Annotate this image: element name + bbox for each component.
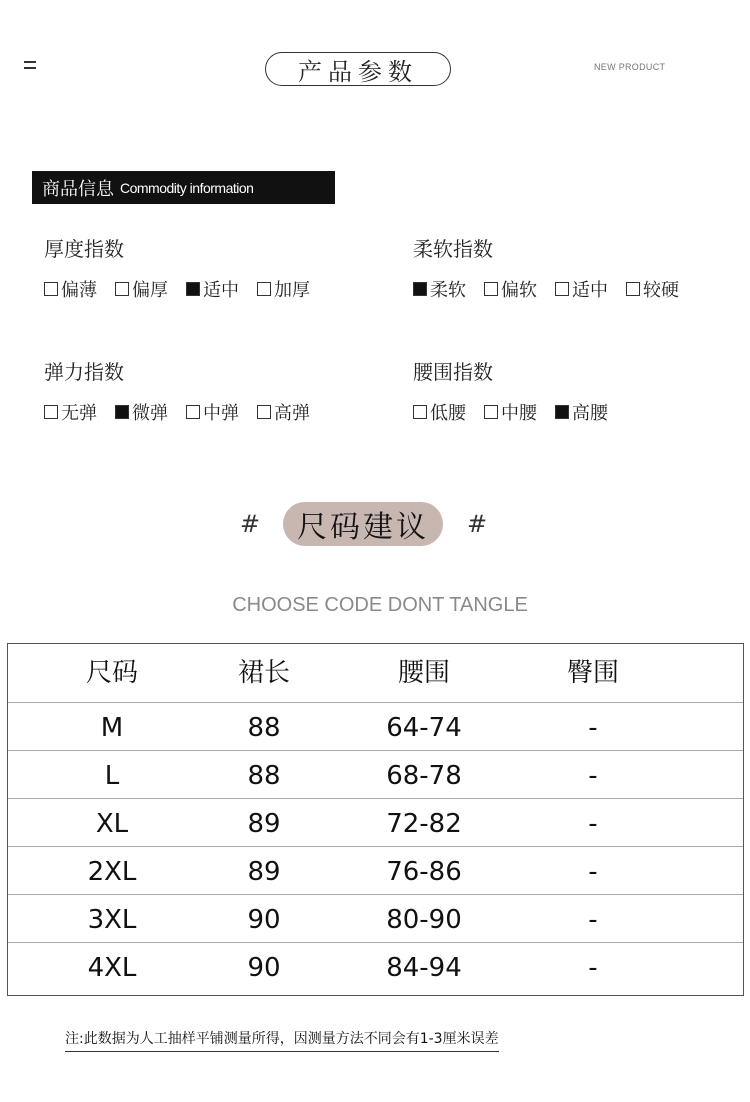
section-title-pill bbox=[265, 52, 451, 86]
option-item bbox=[44, 276, 97, 302]
table-cell: L bbox=[104, 761, 120, 791]
option-item bbox=[555, 276, 608, 302]
table-cell: 76-86 bbox=[386, 857, 462, 887]
size-title-pill bbox=[283, 502, 443, 546]
option-item bbox=[484, 276, 537, 302]
row-divider bbox=[8, 750, 743, 751]
hash-mark-right: # bbox=[467, 510, 488, 538]
table-row bbox=[8, 704, 743, 752]
table-header-cell: 腰围 bbox=[397, 658, 450, 688]
row-divider bbox=[8, 942, 743, 943]
table-cell: XL bbox=[95, 809, 129, 839]
option-item bbox=[484, 399, 537, 425]
param-options-waist bbox=[413, 399, 626, 425]
checkbox-icon bbox=[186, 405, 200, 419]
table-row bbox=[8, 752, 743, 800]
table-cell: 89 bbox=[247, 809, 281, 839]
table-cell: 68-78 bbox=[386, 761, 462, 791]
table-header-cell: 尺码 bbox=[85, 658, 138, 688]
table-row bbox=[8, 800, 743, 848]
param-options-thickness bbox=[44, 276, 328, 302]
option-label: 中弹 bbox=[203, 403, 239, 424]
table-cell: - bbox=[588, 953, 598, 983]
option-label: 偏软 bbox=[501, 280, 537, 301]
table-cell: 3XL bbox=[87, 905, 137, 935]
table-cell: 64-74 bbox=[386, 713, 462, 743]
table-cell: 72-82 bbox=[386, 809, 462, 839]
checked-box-icon bbox=[555, 405, 569, 419]
table-cell: - bbox=[588, 713, 598, 743]
option-label: 加厚 bbox=[274, 280, 310, 301]
row-divider bbox=[8, 846, 743, 847]
section-title: 产品参数 bbox=[298, 57, 418, 86]
size-table bbox=[7, 643, 744, 996]
option-item bbox=[413, 399, 466, 425]
new-product-label: NEW PRODUCT bbox=[594, 62, 666, 72]
checkbox-icon bbox=[257, 405, 271, 419]
table-header-row bbox=[8, 644, 743, 702]
option-item bbox=[626, 276, 679, 302]
table-cell: 89 bbox=[247, 857, 281, 887]
checkbox-icon bbox=[484, 282, 498, 296]
checkbox-icon bbox=[413, 405, 427, 419]
option-item bbox=[257, 276, 310, 302]
option-label: 高弹 bbox=[274, 403, 310, 424]
option-label: 中腰 bbox=[501, 403, 537, 424]
table-row bbox=[8, 944, 743, 992]
param-options-elasticity bbox=[44, 399, 328, 425]
table-cell: 90 bbox=[247, 905, 281, 935]
table-cell: - bbox=[588, 857, 598, 887]
option-item bbox=[186, 399, 239, 425]
table-cell: - bbox=[588, 809, 598, 839]
option-item bbox=[115, 399, 168, 425]
table-row bbox=[8, 848, 743, 896]
param-title-elasticity: 弹力指数 bbox=[44, 360, 124, 384]
table-cell: - bbox=[588, 761, 598, 791]
table-cell: 88 bbox=[247, 761, 281, 791]
option-label: 高腰 bbox=[572, 403, 608, 424]
table-cell: 4XL bbox=[87, 953, 137, 983]
table-cell: 90 bbox=[247, 953, 281, 983]
hash-mark-left: # bbox=[240, 510, 261, 538]
row-divider bbox=[8, 798, 743, 799]
menu-icon[interactable] bbox=[24, 61, 36, 69]
option-label: 柔软 bbox=[430, 280, 466, 301]
option-label: 适中 bbox=[203, 280, 239, 301]
option-label: 偏厚 bbox=[132, 280, 168, 301]
checked-box-icon bbox=[115, 405, 129, 419]
row-divider bbox=[8, 894, 743, 895]
option-label: 较硬 bbox=[643, 280, 679, 301]
option-label: 微弹 bbox=[132, 403, 168, 424]
checked-box-icon bbox=[186, 282, 200, 296]
option-item bbox=[413, 276, 466, 302]
table-header-cell: 裙长 bbox=[237, 658, 290, 688]
checkbox-icon bbox=[484, 405, 498, 419]
table-cell: M bbox=[100, 713, 124, 743]
table-cell: 80-90 bbox=[386, 905, 462, 935]
checkbox-icon bbox=[257, 282, 271, 296]
table-header-cell: 臀围 bbox=[566, 658, 619, 688]
option-label: 适中 bbox=[572, 280, 608, 301]
option-label: 无弹 bbox=[61, 403, 97, 424]
option-item bbox=[186, 276, 239, 302]
size-title: 尺码建议 bbox=[297, 510, 429, 545]
row-divider bbox=[8, 702, 743, 703]
measurement-note: 注:此数据为人工抽样平铺测量所得，因测量方法不同会有1-3厘米误差 bbox=[65, 1028, 499, 1052]
table-cell: 84-94 bbox=[386, 953, 462, 983]
checkbox-icon bbox=[44, 282, 58, 296]
option-label: 偏薄 bbox=[61, 280, 97, 301]
option-item bbox=[257, 399, 310, 425]
option-item bbox=[555, 399, 608, 425]
checked-box-icon bbox=[413, 282, 427, 296]
option-item bbox=[115, 276, 168, 302]
checkbox-icon bbox=[44, 405, 58, 419]
param-title-waist: 腰围指数 bbox=[413, 360, 493, 384]
size-subtitle: CHOOSE CODE DONT TANGLE bbox=[232, 594, 528, 616]
banner-title-en: Commodity information bbox=[120, 179, 254, 196]
commodity-banner bbox=[32, 171, 335, 204]
param-title-thickness: 厚度指数 bbox=[44, 237, 124, 261]
param-title-softness: 柔软指数 bbox=[413, 237, 493, 261]
table-row bbox=[8, 896, 743, 944]
table-cell: - bbox=[588, 905, 598, 935]
option-label: 低腰 bbox=[430, 403, 466, 424]
checkbox-icon bbox=[626, 282, 640, 296]
param-options-softness bbox=[413, 276, 697, 302]
table-cell: 2XL bbox=[87, 857, 137, 887]
table-cell: 88 bbox=[247, 713, 281, 743]
checkbox-icon bbox=[555, 282, 569, 296]
banner-title-cn: 商品信息 bbox=[42, 178, 114, 200]
checkbox-icon bbox=[115, 282, 129, 296]
option-item bbox=[44, 399, 97, 425]
